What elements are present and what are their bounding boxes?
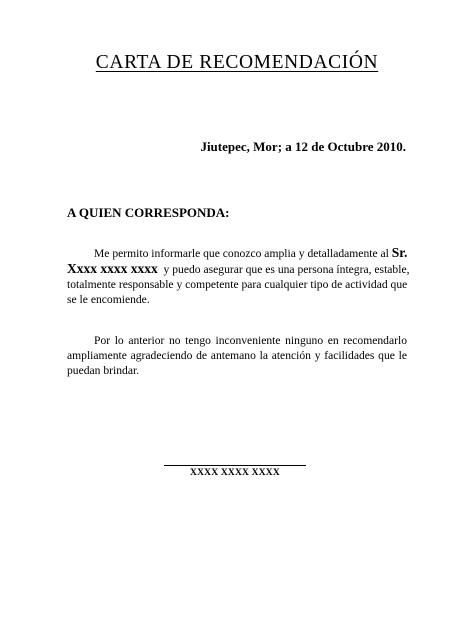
- paragraph-line: ampliamente agradeciendo de antemano la atención y facilidades que le: [67, 349, 407, 362]
- honorific: Sr.: [391, 245, 408, 260]
- paragraph-text: Me permito informarle que conozco amplia y detalladamente al: [94, 247, 389, 260]
- paragraph-line: totalmente responsable y competente para cualquier tipo de actividad que: [67, 278, 408, 291]
- signature-name: XXXX XXXX XXXX: [190, 468, 280, 478]
- paragraph-line: [67, 245, 407, 261]
- paragraph-recommendation: [67, 245, 410, 307]
- paragraph-closing: [67, 333, 407, 378]
- letter-title: CARTA DE RECOMENDACIÓN: [95, 52, 379, 73]
- paragraph-line: puedan brindar.: [67, 364, 140, 377]
- salutation: A QUIEN CORRESPONDA:: [67, 205, 230, 220]
- paragraph-text: y puedo asegurar que es una persona íntegra, estable,: [163, 263, 410, 276]
- paragraph-line: Por lo anterior no tengo inconveniente ninguno en recomendarlo: [94, 334, 407, 347]
- paragraph-line: se le encomiende.: [67, 293, 150, 306]
- date-line: Jiutepec, Mor; a 12 de Octubre 2010.: [200, 139, 406, 154]
- recommended-person-name: Xxxx xxxx xxxx: [67, 261, 158, 276]
- signature-line: [164, 465, 306, 466]
- paragraph-line: [67, 261, 410, 277]
